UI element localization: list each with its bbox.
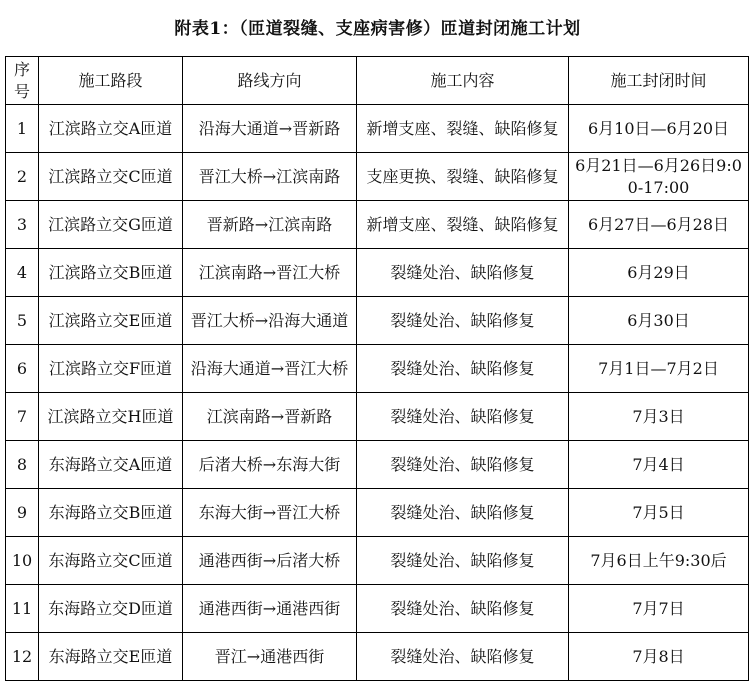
header-section: 施工路段 (39, 57, 183, 105)
cell-time: 6月29日 (569, 249, 749, 297)
cell-direction: 通港西街→后渚大桥 (183, 537, 357, 585)
header-content: 施工内容 (357, 57, 569, 105)
cell-time: 6月27日—6月28日 (569, 201, 749, 249)
page-title: 附表1：（匝道裂缝、支座病害修）匝道封闭施工计划 (174, 19, 581, 39)
cell-time: 6月10日—6月20日 (569, 105, 749, 153)
cell-section: 江滨路立交C匝道 (39, 153, 183, 201)
cell-direction: 沿海大通道→晋新路 (183, 105, 357, 153)
construction-plan-table (5, 56, 749, 681)
cell-no: 3 (6, 201, 39, 249)
cell-section: 江滨路立交G匝道 (39, 201, 183, 249)
table-row (6, 633, 749, 681)
cell-no: 8 (6, 441, 39, 489)
table-row (6, 105, 749, 153)
cell-no: 2 (6, 153, 39, 201)
table-row (6, 393, 749, 441)
cell-content: 新增支座、裂缝、缺陷修复 (357, 201, 569, 249)
cell-direction: 江滨南路→晋江大桥 (183, 249, 357, 297)
table-header-row (6, 57, 749, 105)
table-row (6, 249, 749, 297)
cell-time: 7月5日 (569, 489, 749, 537)
cell-content: 裂缝处治、缺陷修复 (357, 585, 569, 633)
table-row (6, 537, 749, 585)
cell-no: 6 (6, 345, 39, 393)
cell-content: 裂缝处治、缺陷修复 (357, 633, 569, 681)
header-no: 序号 (6, 57, 39, 105)
cell-content: 裂缝处治、缺陷修复 (357, 489, 569, 537)
header-direction: 路线方向 (183, 57, 357, 105)
cell-content: 支座更换、裂缝、缺陷修复 (357, 153, 569, 201)
cell-no: 1 (6, 105, 39, 153)
cell-no: 4 (6, 249, 39, 297)
cell-section: 江滨路立交B匝道 (39, 249, 183, 297)
table-row (6, 585, 749, 633)
table-row (6, 441, 749, 489)
cell-time: 7月6日上午9:30后 (569, 537, 749, 585)
cell-no: 5 (6, 297, 39, 345)
cell-content: 新增支座、裂缝、缺陷修复 (357, 105, 569, 153)
cell-content: 裂缝处治、缺陷修复 (357, 297, 569, 345)
cell-section: 东海路立交A匝道 (39, 441, 183, 489)
table-row (6, 297, 749, 345)
cell-time: 7月8日 (569, 633, 749, 681)
cell-no: 11 (6, 585, 39, 633)
header-time: 施工封闭时间 (569, 57, 749, 105)
cell-direction: 晋新路→江滨南路 (183, 201, 357, 249)
cell-no: 12 (6, 633, 39, 681)
cell-direction: 江滨南路→晋新路 (183, 393, 357, 441)
cell-section: 东海路立交D匝道 (39, 585, 183, 633)
cell-section: 东海路立交B匝道 (39, 489, 183, 537)
cell-no: 10 (6, 537, 39, 585)
cell-content: 裂缝处治、缺陷修复 (357, 537, 569, 585)
cell-section: 东海路立交E匝道 (39, 633, 183, 681)
cell-section: 江滨路立交A匝道 (39, 105, 183, 153)
cell-content: 裂缝处治、缺陷修复 (357, 249, 569, 297)
cell-time: 7月7日 (569, 585, 749, 633)
cell-section: 江滨路立交F匝道 (39, 345, 183, 393)
cell-time: 7月4日 (569, 441, 749, 489)
cell-direction: 东海大街→晋江大桥 (183, 489, 357, 537)
table-row (6, 489, 749, 537)
cell-time: 6月21日—6月26日9:00-17:00 (569, 153, 749, 201)
cell-direction: 通港西街→通港西街 (183, 585, 357, 633)
cell-section: 江滨路立交H匝道 (39, 393, 183, 441)
cell-time: 6月30日 (569, 297, 749, 345)
table-row (6, 345, 749, 393)
cell-direction: 晋江→通港西街 (183, 633, 357, 681)
cell-no: 7 (6, 393, 39, 441)
cell-section: 东海路立交C匝道 (39, 537, 183, 585)
cell-time: 7月3日 (569, 393, 749, 441)
cell-no: 9 (6, 489, 39, 537)
cell-content: 裂缝处治、缺陷修复 (357, 393, 569, 441)
cell-content: 裂缝处治、缺陷修复 (357, 345, 569, 393)
cell-direction: 晋江大桥→沿海大通道 (183, 297, 357, 345)
cell-direction: 后渚大桥→东海大街 (183, 441, 357, 489)
cell-content: 裂缝处治、缺陷修复 (357, 441, 569, 489)
table-row (6, 201, 749, 249)
table-row (6, 153, 749, 201)
cell-direction: 沿海大通道→晋江大桥 (183, 345, 357, 393)
cell-section: 江滨路立交E匝道 (39, 297, 183, 345)
cell-time: 7月1日—7月2日 (569, 345, 749, 393)
cell-direction: 晋江大桥→江滨南路 (183, 153, 357, 201)
